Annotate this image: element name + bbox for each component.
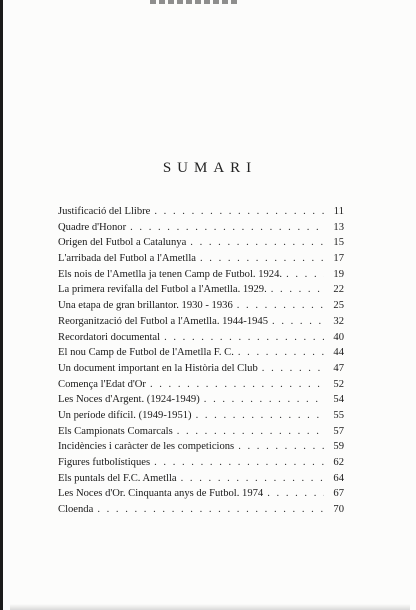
toc-entry-title: Una etapa de gran brillantor. 1930 - 1936 xyxy=(58,300,233,312)
toc-dot-leader xyxy=(150,455,324,471)
toc-entry-page-number: 25 xyxy=(333,300,344,312)
toc-dot-leader xyxy=(192,408,324,424)
toc-dot-leader xyxy=(263,486,324,502)
page-title: SUMARI xyxy=(162,160,258,176)
toc-entry xyxy=(58,486,344,502)
toc-entry-title: Els Campionats Comarcals xyxy=(58,425,173,437)
toc-dot-leader xyxy=(196,251,324,267)
toc-entry-title: Origen del Futbol a Catalunya xyxy=(58,237,187,249)
toc-entry-page-number: 54 xyxy=(333,394,344,406)
toc-dot-leader xyxy=(234,439,324,455)
toc-dot-leader xyxy=(186,235,324,251)
toc-dot-leader xyxy=(173,424,324,440)
toc-entry-page-number: 15 xyxy=(333,237,344,249)
toc-entry-page-number: 70 xyxy=(333,504,344,516)
toc-entry xyxy=(58,251,344,267)
toc-dot-leader xyxy=(126,220,324,236)
toc-entry-title: Cloenda xyxy=(58,504,94,516)
toc-dot-leader xyxy=(268,314,324,330)
toc-entry-title: Quadre d'Honor xyxy=(58,221,127,233)
toc-entry xyxy=(58,267,344,283)
toc-dot-leader xyxy=(200,392,324,408)
page-edge-shadow xyxy=(0,0,3,610)
toc-entry-title: El nou Camp de Futbol de l'Ametlla F. C. xyxy=(58,347,234,359)
toc-entry-title: Recordatori documental xyxy=(58,331,161,343)
toc-entry-title: Els puntals del F.C. Ametlla xyxy=(58,472,177,484)
toc-entry-page-number: 13 xyxy=(333,221,344,233)
toc-entry-title: Incidències i caràcter de les competicions xyxy=(58,441,235,453)
toc-entry-title: Reorganització del Futbol a l'Ametlla. 1944-1945 xyxy=(58,315,269,327)
toc-entry-page-number: 40 xyxy=(333,331,344,343)
toc-entry xyxy=(58,455,344,471)
toc-dot-leader xyxy=(150,204,324,220)
toc-entry-page-number: 67 xyxy=(333,488,344,500)
toc-entry xyxy=(58,439,344,455)
toc-entry-page-number: 11 xyxy=(333,206,344,217)
toc-entry xyxy=(58,235,344,251)
toc-dot-leader xyxy=(93,502,324,518)
toc-entry xyxy=(58,345,344,361)
toc-entry-title: La primera revifalla del Futbol a l'Ametlla. 1929. xyxy=(58,284,267,296)
toc-entry-page-number: 17 xyxy=(333,253,344,265)
toc-entry-title: Justificació del Llibre xyxy=(58,206,151,217)
toc-dot-leader xyxy=(233,298,324,314)
toc-entry xyxy=(58,298,344,314)
toc-entry-title: Els nois de l'Ametlla ja tenen Camp de Futbol. 1924. xyxy=(58,268,283,280)
toc-entry xyxy=(58,424,344,440)
toc-dot-leader xyxy=(177,471,324,487)
toc-entry-page-number: 55 xyxy=(333,409,344,421)
toc-entry xyxy=(58,408,344,424)
toc-entry-page-number: 62 xyxy=(333,457,344,468)
toc-entry-title: Figures futbolístiques xyxy=(58,457,151,468)
toc-dot-leader xyxy=(234,345,324,361)
bleed-through-marks xyxy=(150,0,238,4)
toc-entry-page-number: 64 xyxy=(333,472,344,484)
page-bottom-shadow xyxy=(10,604,410,610)
toc-dot-leader xyxy=(267,282,324,298)
toc-entry-page-number: 57 xyxy=(333,425,344,437)
toc-entry xyxy=(58,361,344,377)
toc-dot-leader xyxy=(146,377,324,393)
toc-entry-title: Les Noces d'Argent. (1924-1949) xyxy=(58,394,200,406)
toc-entry xyxy=(58,204,344,220)
toc-entry-page-number: 47 xyxy=(333,362,344,374)
toc-entry xyxy=(58,330,344,346)
table-of-contents xyxy=(58,204,344,518)
toc-entry xyxy=(58,314,344,330)
toc-entry xyxy=(58,502,344,518)
toc-dot-leader xyxy=(282,267,324,283)
toc-entry-page-number: 22 xyxy=(333,284,344,296)
toc-dot-leader xyxy=(258,361,324,377)
toc-entry xyxy=(58,377,344,393)
toc-entry-title: Comença l'Edat d'Or xyxy=(58,378,146,390)
toc-entry-title: Un període difícil. (1949-1951) xyxy=(58,409,192,421)
toc-entry xyxy=(58,220,344,236)
toc-entry xyxy=(58,282,344,298)
toc-entry-page-number: 59 xyxy=(333,441,344,453)
toc-entry-title: L'arribada del Futbol a l'Ametlla xyxy=(58,253,196,265)
toc-dot-leader xyxy=(160,330,324,346)
toc-entry-page-number: 52 xyxy=(333,378,344,390)
toc-entry-title: Les Noces d'Or. Cinquanta anys de Futbol. 1974 xyxy=(58,488,264,500)
toc-entry xyxy=(58,471,344,487)
toc-entry-page-number: 32 xyxy=(333,315,344,327)
toc-entry-page-number: 44 xyxy=(333,347,344,359)
toc-entry-title: Un document important en la Història del Club xyxy=(58,362,258,374)
toc-entry-page-number: 19 xyxy=(333,268,344,280)
toc-entry xyxy=(58,392,344,408)
